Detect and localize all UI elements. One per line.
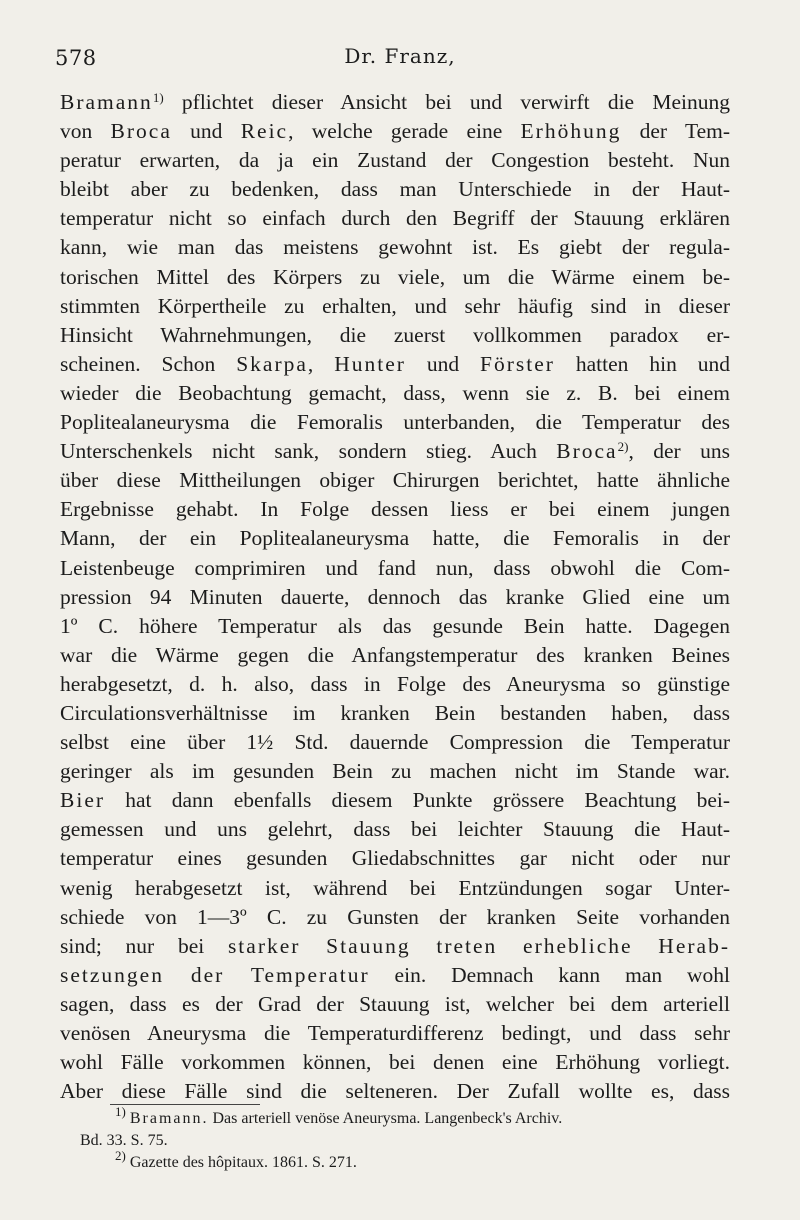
text-line: temperatur eines gesunden Gliedabschnittes gar nicht oder nur (60, 846, 730, 871)
footnote-1-continuation: Bd. 33. S. 75. (80, 1132, 168, 1149)
text-line: schiede von 1—3º C. zu Gunsten der kranken Seite vorhanden (60, 904, 730, 929)
text-line: pression 94 Minuten dauerte, dennoch das kranke Glied eine um (60, 584, 730, 609)
text-line: wenig herabgesetzt ist, während bei Entzündungen sogar Unter- (60, 875, 730, 900)
text-line: Mann, der ein Poplitealaneurysma hatte, die Femoralis in der (60, 526, 730, 551)
text-line: 1º C. höhere Temperatur als das gesunde Bein hatte. Dagegen (60, 613, 730, 638)
text-line: stimmten Körpertheile zu erhalten, und sehr häufig sind in dieser (60, 293, 730, 318)
text-line: peratur erwarten, da ja ein Zustand der Congestion besteht. Nun (60, 148, 730, 173)
text-line: über diese Mittheilungen obiger Chirurgen berichtet, hatte ähnliche (60, 468, 730, 493)
body-text (60, 88, 730, 1106)
text-line: Poplitealaneurysma die Femoralis unterbanden, die Temperatur des (60, 410, 730, 435)
text-line: Hinsicht Wahrnehmungen, die zuerst vollkommen paradox er- (60, 322, 730, 347)
text-line: Bier hat dann ebenfalls diesem Punkte grössere Beachtung bei- (60, 788, 730, 813)
text-line: kann, wie man das meistens gewohnt ist. Es giebt der regula- (60, 235, 730, 260)
text-line: temperatur nicht so einfach durch den Begriff der Stauung erklären (60, 206, 730, 231)
footnote-ref: 2) (617, 439, 629, 455)
text-line: herabgesetzt, d. h. also, dass in Folge des Aneurysma so günstige (60, 671, 730, 696)
text-line: Aber diese Fälle sind die selteneren. Der Zufall wollte es, dass (60, 1079, 730, 1104)
text-line: Circulationsverhältnisse im kranken Bein bestanden haben, dass (60, 700, 730, 725)
text-line: gemessen und uns gelehrt, dass bei leichter Stauung die Haut- (60, 817, 730, 842)
footnote-ref: 1) (152, 90, 164, 105)
text-line: Leistenbeuge comprimiren und fand nun, dass obwohl die Com- (60, 555, 730, 580)
footnote-2: $^{2)}$ Gazette des hôpitaux. 1861. S. 271. (115, 1148, 357, 1171)
footnotes (80, 1104, 730, 1174)
text-line: von Broca und Reic, welche gerade eine Erhöhung der Tem- (60, 119, 731, 144)
text-line: sagen, dass es der Grad der Stauung ist, welcher bei dem arteriell (60, 991, 730, 1016)
text-line: bleibt aber zu bedenken, dass man Unterschiede in der Haut- (60, 177, 730, 202)
text-line: Bramann$^{1)}$ pflichtet dieser Ansicht bei und verwirft die Meinung (60, 90, 730, 114)
text-line: geringer als im gesunden Bein zu machen nicht im Stande war. (60, 759, 730, 784)
running-head: Dr. Franz, (344, 44, 456, 68)
text-line: setzungen der Temperatur ein. Demnach kann man wohl (60, 962, 731, 987)
page-number: 578 (55, 46, 97, 70)
text-line: torischen Mittel des Körpers zu viele, um die Wärme einem be- (60, 264, 730, 289)
footnote-1: $^{1)}$ Bramann. Das arteriell venöse Aneurysma. Langenbeck's Archiv. (115, 1104, 563, 1127)
text-line: Unterschenkels nicht sank, sondern stieg. Auch Broca$^{2)}$, der uns (60, 439, 730, 464)
text-line: venösen Aneurysma die Temperaturdifferenz bedingt, und dass sehr (60, 1021, 730, 1045)
footnote-divider (110, 1104, 260, 1105)
text-line: sind; nur bei starker Stauung treten erhebliche Herab- (60, 933, 730, 958)
text-line: Ergebnisse gehabt. In Folge dessen liess er bei einem jungen (60, 497, 730, 522)
text-line: wieder die Beobachtung gemacht, dass, wenn sie z. B. bei einem (60, 380, 730, 405)
text-line: wohl Fälle vorkommen können, bei denen eine Erhöhung vorliegt. (60, 1050, 730, 1075)
text-line: scheinen. Schon Skarpa, Hunter und Förster hatten hin und (60, 351, 730, 376)
text-line: war die Wärme gegen die Anfangstemperatur des kranken Beines (60, 642, 730, 667)
text-line: selbst eine über 1½ Std. dauernde Compression die Temperatur (60, 730, 730, 755)
